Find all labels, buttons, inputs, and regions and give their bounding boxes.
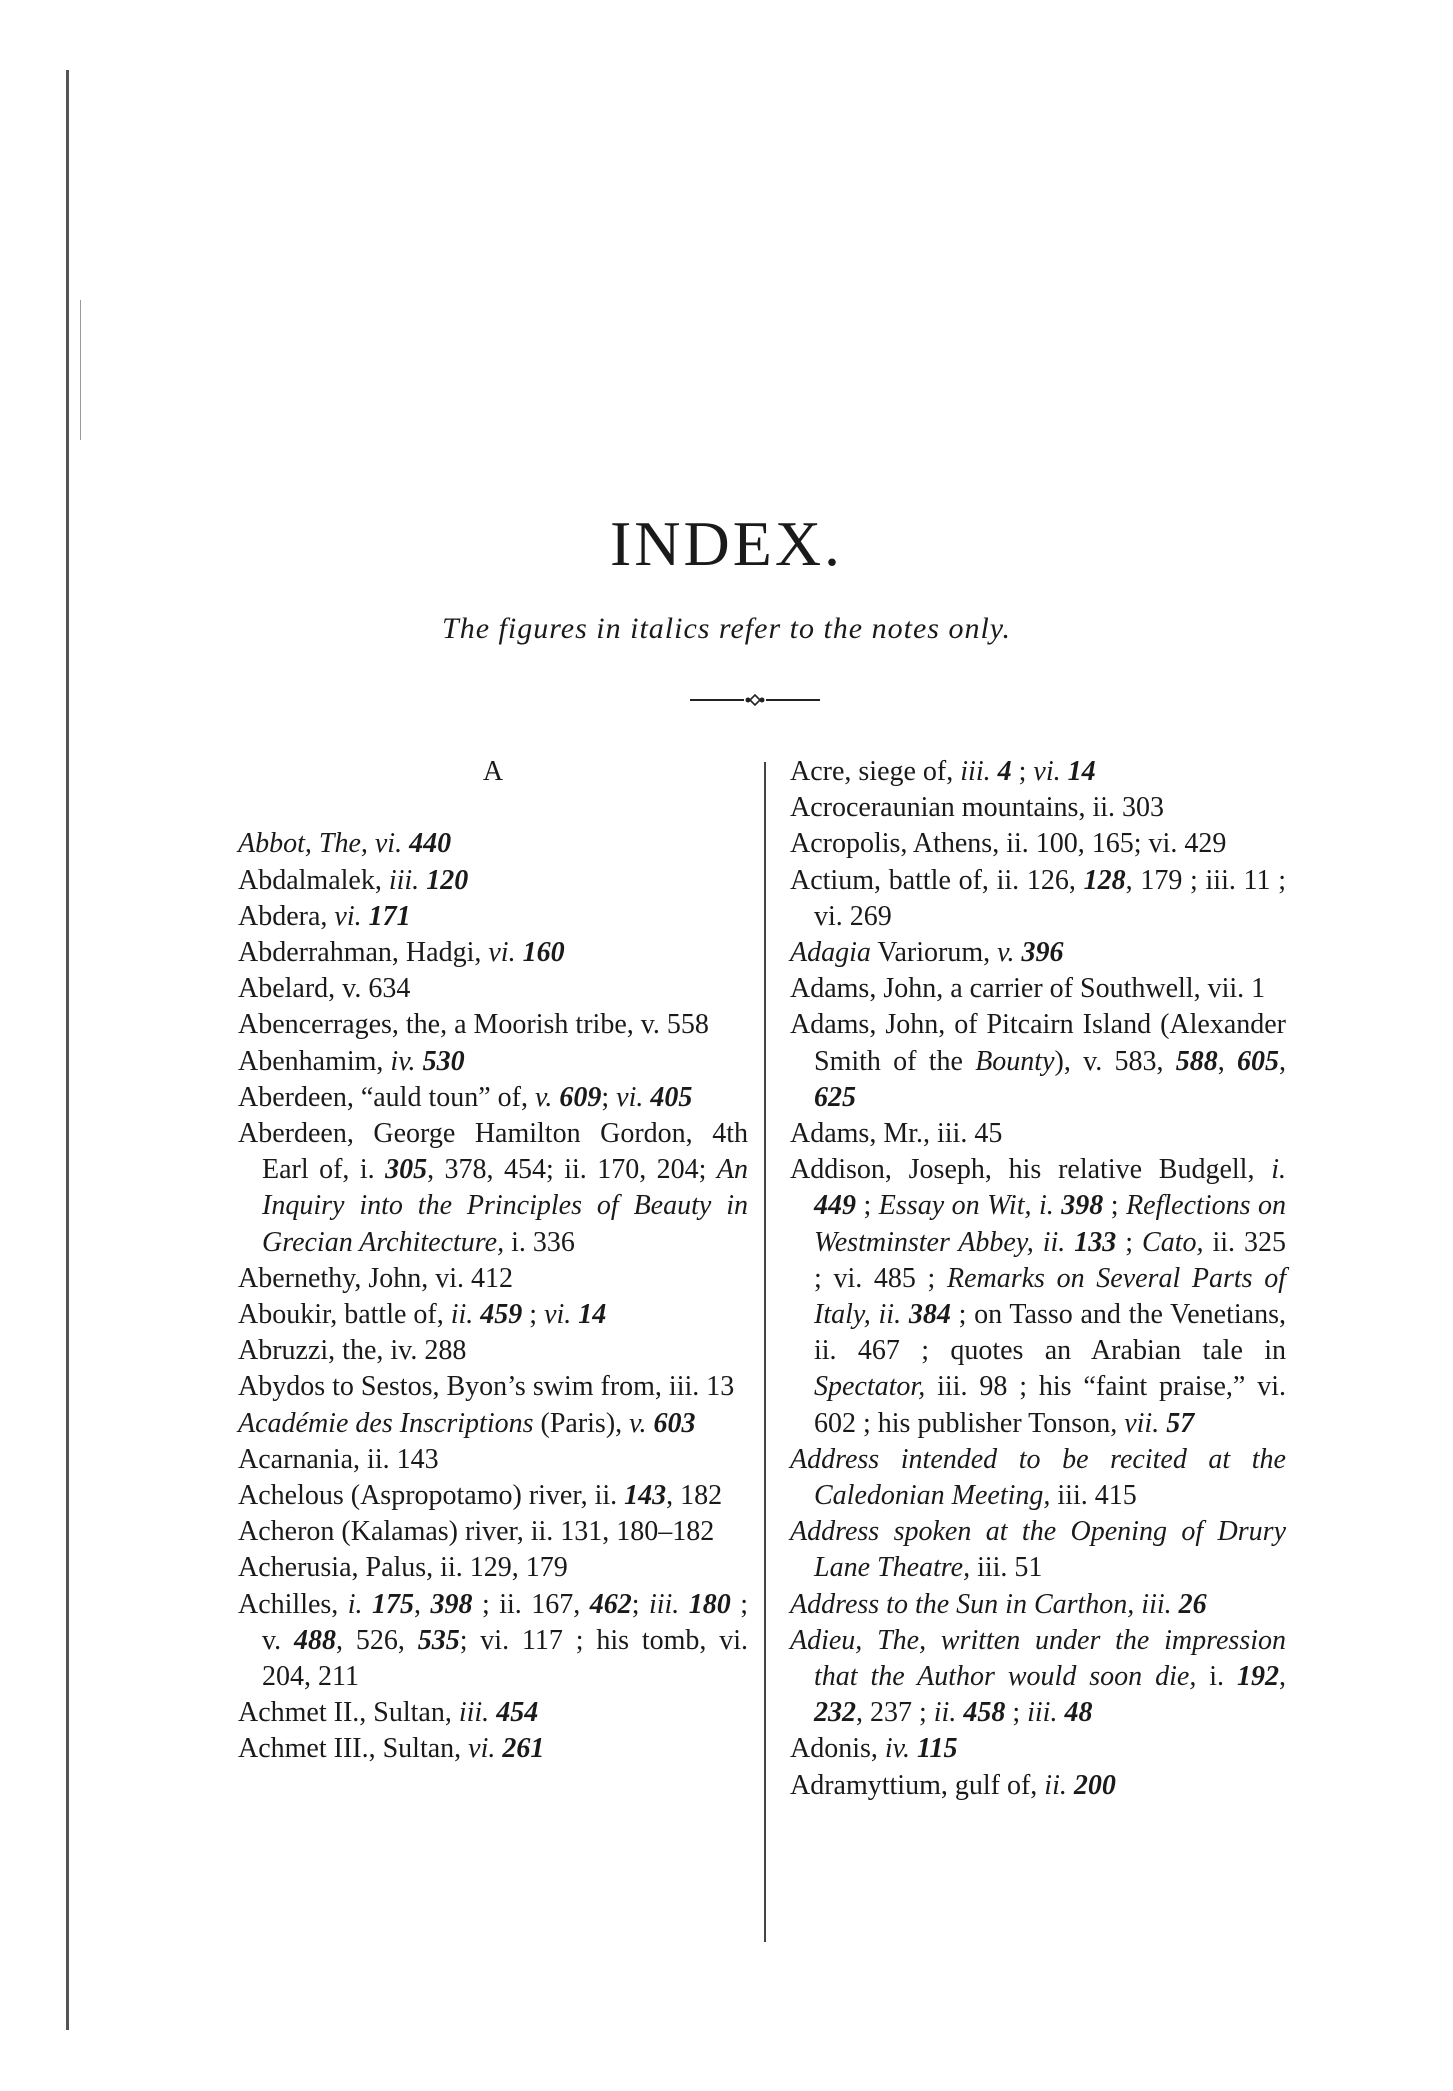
index-entry: Adams, John, of Pitcairn Island (Alexander Smith of the Bounty), v. 583, 588, 605, 625	[790, 1009, 1286, 1113]
index-entry: Acroceraunian mountains, ii. 303	[790, 792, 1165, 824]
index-entry: Actium, battle of, ii. 126, 128, 179 ; iii. 11 ; vi. 269	[790, 864, 1287, 932]
index-entry: Addison, Joseph, his relative Budgell, i. 449 ; Essay on Wit, i. 398 ; Reflections on Westminster Abbey, ii. 133 ; Cato, ii. 325 ; vi. 485 ; Remarks on Several Parts of Italy, ii. 384 ; on Tasso and the Venetians, ii. 467 ; quotes an Arabian tale in Spectator, iii. 98 ; his “faint praise,” vi. 602 ; his publisher Tonson, vii. 57	[790, 1154, 1287, 1439]
index-entry: Aboukir, battle of, ii. 459 ; vi. 14	[238, 1299, 607, 1331]
index-entry: Acropolis, Athens, ii. 100, 165; vi. 429	[790, 828, 1227, 860]
index-column-left	[238, 754, 748, 1768]
index-entry: Acheron (Kalamas) river, ii. 131, 180–182	[238, 1516, 715, 1548]
index-entry: Abderrahman, Hadgi, vi. 160	[238, 937, 565, 968]
index-entry: Académie des Inscriptions (Paris), v. 603	[238, 1407, 696, 1439]
index-entry: Abdera, vi. 171	[238, 900, 411, 932]
index-column-right	[790, 754, 1286, 1804]
index-entry: Acarnania, ii. 143	[238, 1443, 439, 1475]
index-entry: Acherusia, Palus, ii. 129, 179	[238, 1552, 568, 1584]
index-entry: Aberdeen, George Hamilton Gordon, 4th Earl of, i. 305, 378, 454; ii. 170, 204; An Inquiry into the Principles of Beauty in Grecian Architecture, i. 336	[238, 1118, 748, 1258]
index-entry: Achmet III., Sultan, vi. 261	[238, 1733, 545, 1765]
index-entry: Adams, Mr., iii. 45	[790, 1118, 1003, 1150]
column-divider	[764, 762, 766, 1942]
index-entry: Adagia Variorum, v. 396	[790, 937, 1064, 969]
index-entry: Adams, John, a carrier of Southwell, vii. 1	[790, 973, 1266, 1005]
index-entry: Address spoken at the Opening of Drury Lane Theatre, iii. 51	[790, 1516, 1286, 1584]
index-list-right	[790, 754, 1286, 1804]
index-entry: Achelous (Aspropotamo) river, ii. 143, 182	[238, 1480, 723, 1512]
index-entry: Abydos to Sestos, Byon’s swim from, iii. 13	[238, 1371, 735, 1403]
index-entry: Address to the Sun in Carthon, iii. 26	[790, 1588, 1207, 1620]
index-entry: Abernethy, John, vi. 412	[238, 1262, 514, 1294]
index-entry: Adonis, iv. 115	[790, 1733, 958, 1765]
index-entry: Achilles, i. 175, 398 ; ii. 167, 462; iii. 180 ; v. 488, 526, 535; vi. 117 ; his tomb, vi. 204, 211	[238, 1588, 749, 1693]
index-entry: Abdalmalek, iii. 120	[238, 864, 469, 896]
index-entry: Address intended to be recited at the Caledonian Meeting, iii. 415	[790, 1443, 1286, 1512]
index-entry: Adieu, The, written under the impression that the Author would soon die, i. 192, 232, 237 ; ii. 458 ; iii. 48	[790, 1624, 1286, 1729]
index-entry: Abelard, v. 634	[238, 973, 411, 1005]
index-entry: Abruzzi, the, iv. 288	[238, 1335, 467, 1367]
index-entry: Abbot, The, vi. 440	[238, 828, 452, 860]
scan-edge-left	[66, 70, 69, 2030]
ornamental-rule-icon	[690, 692, 820, 708]
page-subtitle: The figures in italics refer to the notes only.	[442, 612, 1011, 645]
page-title: INDEX.	[609, 508, 844, 579]
index-entry: Adramyttium, gulf of, ii. 200	[790, 1769, 1116, 1801]
index-entry: Achmet II., Sultan, iii. 454	[238, 1697, 539, 1729]
index-entry: Acre, siege of, iii. 4 ; vi. 14	[790, 756, 1096, 787]
index-entry: Abencerrages, the, a Moorish tribe, v. 558	[238, 1009, 709, 1041]
index-entry: Abenhamim, iv. 530	[238, 1045, 465, 1077]
index-entry: Aberdeen, “auld toun” of, v. 609; vi. 405	[238, 1081, 693, 1113]
scan-edge-mark	[80, 300, 81, 440]
section-letter: A	[482, 756, 504, 787]
index-list-left	[238, 826, 748, 1767]
